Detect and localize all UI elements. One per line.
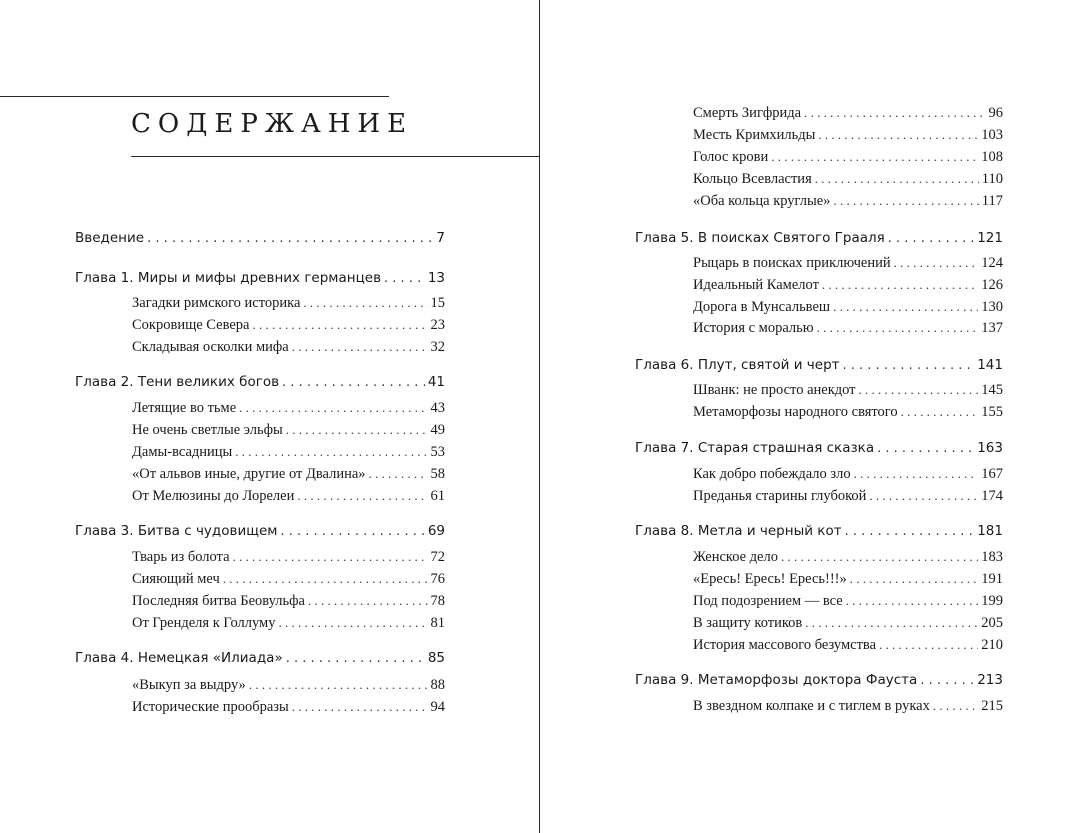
- toc-entry-label: «Ересь! Ересь! Ересь!!!»: [693, 571, 847, 587]
- dot-leader: [818, 127, 978, 143]
- toc-entry-label: Летящие во тьме: [132, 400, 237, 416]
- toc-entry-label: Смерть Зигфрида: [693, 105, 802, 121]
- dot-leader: [894, 255, 979, 271]
- toc-entry-page-number: 23: [430, 317, 445, 333]
- toc-entry-page-number: 110: [981, 171, 1003, 187]
- toc-intro-entry[interactable]: [75, 230, 445, 246]
- toc-section-entry[interactable]: [693, 277, 1003, 294]
- toc-section-entry[interactable]: [693, 320, 1003, 337]
- toc-entry-page-number: 103: [981, 127, 1003, 143]
- dot-leader: [292, 699, 428, 715]
- toc-entry-page-number: 145: [981, 382, 1003, 398]
- toc-entry-page-number: 163: [977, 440, 1003, 456]
- toc-entry-page-number: 81: [430, 615, 445, 631]
- toc-entry-label: Сокровище Севера: [132, 317, 250, 333]
- toc-entry-page-number: 191: [981, 571, 1003, 587]
- dot-leader: [877, 441, 974, 456]
- toc-entry-page-number: 7: [436, 230, 445, 246]
- dot-leader: [384, 271, 425, 286]
- toc-entry-label: От Мелюзины до Лорелеи: [132, 488, 295, 504]
- dot-leader: [235, 444, 427, 460]
- toc-entry-label: «От альвов иные, другие от Двалина»: [132, 466, 366, 482]
- toc-entry-label: Исторические прообразы: [132, 699, 289, 715]
- toc-section-entry[interactable]: [693, 698, 1003, 715]
- dot-leader: [817, 320, 979, 336]
- dot-leader: [771, 149, 978, 165]
- toc-section-entry[interactable]: [132, 615, 445, 632]
- toc-entry-page-number: 58: [430, 466, 445, 482]
- toc-chapter-entry[interactable]: [75, 650, 445, 666]
- toc-entry-label: Глава 2. Тени великих богов: [75, 374, 280, 390]
- dot-leader: [879, 637, 978, 653]
- toc-entry-label: Глава 8. Метла и черный кот: [635, 523, 842, 539]
- toc-section-entry[interactable]: [693, 466, 1003, 483]
- toc-entry-page-number: 43: [430, 400, 445, 416]
- toc-entry-page-number: 94: [430, 699, 445, 715]
- toc-entry-label: Под подозрением — все: [693, 593, 843, 609]
- toc-entry-page-number: 69: [427, 523, 445, 539]
- toc-entry-page-number: 155: [981, 404, 1003, 420]
- toc-section-entry[interactable]: [693, 593, 1003, 610]
- toc-entry-label: Глава 6. Плут, святой и черт: [635, 357, 840, 373]
- dot-leader: [781, 549, 978, 565]
- toc-entry-page-number: 61: [430, 488, 445, 504]
- title-rule-bottom: [131, 156, 539, 157]
- toc-entry-label: Глава 1. Миры и мифы древних германцев: [75, 270, 382, 286]
- toc-entry-label: Голос крови: [693, 149, 769, 165]
- toc-section-entry[interactable]: [693, 299, 1003, 316]
- toc-entry-label: Шванк: не просто анекдот: [693, 382, 856, 398]
- dot-leader: [846, 593, 979, 609]
- dot-leader: [282, 375, 425, 390]
- toc-chapter-entry[interactable]: [635, 523, 1003, 539]
- dot-leader: [845, 524, 975, 539]
- toc-section-entry[interactable]: [693, 382, 1003, 399]
- toc-section-entry[interactable]: [693, 404, 1003, 421]
- dot-leader: [833, 193, 978, 209]
- toc-entry-label: История с моралью: [693, 320, 814, 336]
- page-spine: [539, 0, 540, 833]
- toc-entry-label: От Гренделя к Голлуму: [132, 615, 276, 631]
- dot-leader: [286, 651, 425, 666]
- toc-entry-page-number: 76: [430, 571, 445, 587]
- dot-leader: [854, 466, 979, 482]
- dot-leader: [843, 358, 975, 373]
- toc-section-entry[interactable]: [693, 171, 1003, 188]
- dot-leader: [901, 404, 979, 420]
- dot-leader: [850, 571, 978, 587]
- dot-leader: [869, 488, 978, 504]
- toc-section-entry[interactable]: [132, 400, 445, 417]
- toc-section-entry[interactable]: [693, 149, 1003, 166]
- toc-section-entry[interactable]: [693, 615, 1003, 632]
- toc-entry-page-number: 213: [977, 672, 1003, 688]
- toc-entry-page-number: 210: [981, 637, 1003, 653]
- toc-entry-label: Глава 9. Метаморфозы доктора Фауста: [635, 672, 918, 688]
- dot-leader: [804, 105, 985, 121]
- toc-section-entry[interactable]: [693, 488, 1003, 505]
- toc-section-entry[interactable]: [132, 593, 445, 610]
- toc-section-entry[interactable]: [132, 339, 445, 356]
- toc-section-entry[interactable]: [693, 549, 1003, 566]
- toc-entry-page-number: 72: [430, 549, 445, 565]
- toc-entry-page-number: 205: [981, 615, 1003, 631]
- toc-entry-page-number: 167: [981, 466, 1003, 482]
- dot-leader: [249, 677, 428, 693]
- toc-entry-page-number: 124: [981, 255, 1003, 271]
- toc-entry-page-number: 121: [977, 230, 1003, 246]
- toc-chapter-entry[interactable]: [635, 440, 1003, 456]
- toc-section-entry[interactable]: [693, 127, 1003, 144]
- toc-entry-page-number: 32: [430, 339, 445, 355]
- toc-section-entry[interactable]: [693, 571, 1003, 588]
- toc-entry-label: Как добро побеждало зло: [693, 466, 851, 482]
- toc-chapter-entry[interactable]: [75, 523, 445, 539]
- toc-chapter-entry[interactable]: [635, 230, 1003, 246]
- toc-entry-label: Глава 7. Старая страшная сказка: [635, 440, 875, 456]
- toc-section-entry[interactable]: [693, 637, 1003, 654]
- toc-entry-label: «Оба кольца круглые»: [693, 193, 831, 209]
- dot-leader: [933, 698, 978, 714]
- toc-section-entry[interactable]: [693, 193, 1003, 210]
- toc-entry-label: Метаморфозы народного святого: [693, 404, 898, 420]
- dot-leader: [252, 317, 427, 333]
- toc-entry-page-number: 78: [430, 593, 445, 609]
- toc-entry-page-number: 199: [981, 593, 1003, 609]
- toc-section-entry[interactable]: [132, 571, 445, 588]
- dot-leader: [859, 382, 979, 398]
- toc-entry-page-number: 85: [427, 650, 445, 666]
- toc-entry-label: Складывая осколки мифа: [132, 339, 289, 355]
- dot-leader: [239, 400, 427, 416]
- toc-entry-page-number: 53: [430, 444, 445, 460]
- toc-section-entry[interactable]: [132, 488, 445, 505]
- toc-entry-page-number: 126: [981, 277, 1003, 293]
- toc-chapter-entry[interactable]: [635, 357, 1003, 373]
- toc-entry-label: Женское дело: [693, 549, 778, 565]
- toc-section-entry[interactable]: [693, 255, 1003, 272]
- toc-entry-label: Сияющий меч: [132, 571, 220, 587]
- toc-entry-label: Преданья старины глубокой: [693, 488, 867, 504]
- toc-entry-page-number: 108: [981, 149, 1003, 165]
- toc-entry-label: Дамы-всадницы: [132, 444, 233, 460]
- toc-entry-label: В звездном колпаке и с тиглем в руках: [693, 698, 930, 714]
- toc-entry-label: Глава 5. В поисках Святого Грааля: [635, 230, 885, 246]
- toc-entry-label: Не очень светлые эльфы: [132, 422, 283, 438]
- toc-section-entry[interactable]: [132, 466, 445, 483]
- toc-entry-label: В защиту котиков: [693, 615, 803, 631]
- dot-leader: [279, 615, 428, 631]
- dot-leader: [147, 231, 433, 246]
- toc-section-entry[interactable]: [132, 295, 445, 312]
- title-rule-top: [0, 96, 389, 97]
- toc-entry-page-number: 130: [981, 299, 1003, 315]
- dot-leader: [369, 466, 428, 482]
- toc-section-entry[interactable]: [132, 422, 445, 439]
- toc-entry-page-number: 41: [427, 374, 445, 390]
- toc-entry-page-number: 15: [430, 295, 445, 311]
- toc-entry-label: История массового безумства: [693, 637, 877, 653]
- toc-entry-label: Введение: [75, 230, 145, 246]
- toc-entry-label: Глава 4. Немецкая «Илиада»: [75, 650, 283, 666]
- dot-leader: [805, 615, 978, 631]
- toc-entry-label: Глава 3. Битва с чудовищем: [75, 523, 278, 539]
- toc-entry-page-number: 215: [981, 698, 1003, 714]
- dot-leader: [303, 295, 427, 311]
- dot-leader: [920, 673, 974, 688]
- toc-entry-page-number: 88: [430, 677, 445, 693]
- dot-leader: [292, 339, 428, 355]
- toc-section-entry[interactable]: [693, 105, 1003, 122]
- toc-entry-label: Рыцарь в поисках приключений: [693, 255, 891, 271]
- dot-leader: [286, 422, 428, 438]
- toc-section-entry[interactable]: [132, 699, 445, 716]
- toc-entry-label: Загадки римского историка: [132, 295, 301, 311]
- toc-entry-label: Кольцо Всевластия: [693, 171, 812, 187]
- dot-leader: [233, 549, 428, 565]
- dot-leader: [888, 231, 974, 246]
- dot-leader: [815, 171, 979, 187]
- toc-entry-label: Дорога в Мунсальвеш: [693, 299, 831, 315]
- dot-leader: [822, 277, 978, 293]
- page-title: СОДЕРЖАНИЕ: [131, 109, 414, 139]
- toc-entry-label: Последняя битва Беовульфа: [132, 593, 305, 609]
- dot-leader: [223, 571, 428, 587]
- toc-section-entry[interactable]: [132, 444, 445, 461]
- toc-entry-label: Месть Кримхильды: [693, 127, 816, 143]
- toc-entry-page-number: 137: [981, 320, 1003, 336]
- toc-entry-page-number: 141: [977, 357, 1003, 373]
- toc-entry-page-number: 117: [981, 193, 1003, 209]
- dot-leader: [297, 488, 427, 504]
- toc-section-entry[interactable]: [132, 677, 445, 694]
- toc-section-entry[interactable]: [132, 317, 445, 334]
- toc-chapter-entry[interactable]: [635, 672, 1003, 688]
- toc-entry-label: Тварь из болота: [132, 549, 230, 565]
- toc-entry-page-number: 49: [430, 422, 445, 438]
- toc-chapter-entry[interactable]: [75, 270, 445, 286]
- toc-entry-label: «Выкуп за выдру»: [132, 677, 246, 693]
- toc-entry-page-number: 96: [988, 105, 1003, 121]
- toc-entry-page-number: 181: [977, 523, 1003, 539]
- dot-leader: [280, 524, 424, 539]
- toc-entry-page-number: 183: [981, 549, 1003, 565]
- toc-section-entry[interactable]: [132, 549, 445, 566]
- dot-leader: [833, 299, 978, 315]
- dot-leader: [308, 593, 428, 609]
- toc-entry-page-number: 13: [427, 270, 445, 286]
- toc-chapter-entry[interactable]: [75, 374, 445, 390]
- toc-entry-label: Идеальный Камелот: [693, 277, 819, 293]
- toc-entry-page-number: 174: [981, 488, 1003, 504]
